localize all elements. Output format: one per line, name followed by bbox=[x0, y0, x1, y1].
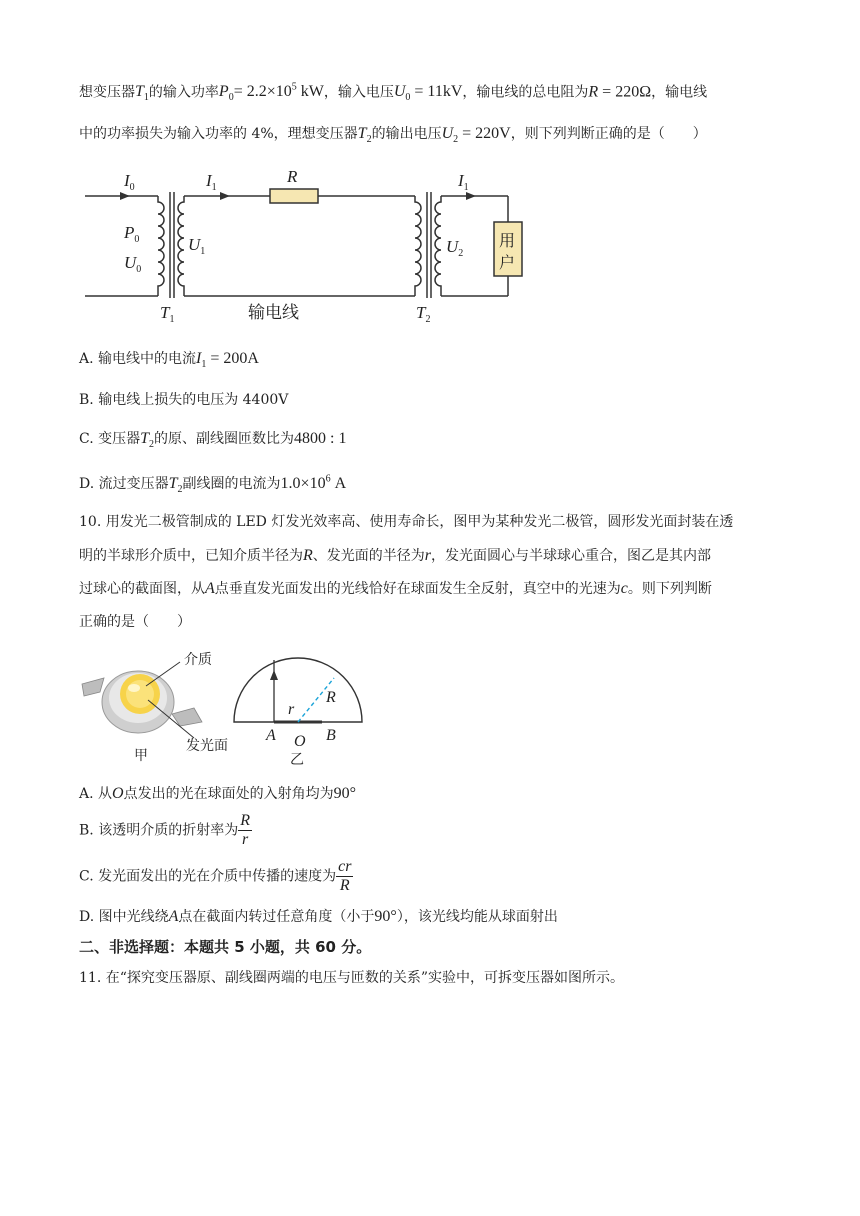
math-value: 90° bbox=[333, 785, 356, 802]
text: 的输出电压 bbox=[371, 126, 442, 142]
symbol-O: O bbox=[112, 785, 124, 802]
fraction bbox=[238, 812, 252, 849]
label-jia: 甲 bbox=[134, 748, 148, 764]
text: ，输电线 bbox=[651, 84, 708, 101]
svg-text:U0 bbox=[124, 253, 141, 275]
subscript: 2 bbox=[453, 134, 459, 146]
q10-option-c bbox=[79, 858, 353, 895]
label-P0: P bbox=[124, 223, 135, 242]
label-r: r bbox=[288, 701, 295, 718]
subscript: 2 bbox=[425, 314, 431, 325]
svg-text:I0 bbox=[123, 171, 135, 193]
svg-text:P0 bbox=[123, 223, 139, 245]
text: A. 从 bbox=[79, 786, 113, 802]
label-O: O bbox=[294, 733, 306, 750]
label-B: B bbox=[326, 727, 336, 744]
label-T1: T bbox=[160, 303, 170, 322]
label-I1-output: I bbox=[458, 171, 464, 190]
subscript: 1 bbox=[463, 182, 469, 193]
text: 副线圈的电流为 bbox=[182, 476, 281, 492]
symbol-I: I bbox=[196, 350, 202, 367]
text: 点垂直发光面发出的光线恰好在球面发生全反射，真空中的光速为 bbox=[214, 581, 621, 597]
svg-text:I1 bbox=[205, 171, 217, 193]
r-value: = 220Ω bbox=[598, 83, 652, 101]
symbol-T: T bbox=[140, 430, 150, 447]
user-label-2: 户 bbox=[499, 253, 516, 272]
symbol-T: T bbox=[135, 83, 144, 101]
label-U1: U bbox=[188, 235, 201, 254]
symbol-T: T bbox=[168, 475, 178, 492]
svg-text:T2 bbox=[416, 303, 430, 325]
subscript: 0 bbox=[134, 234, 140, 245]
subscript: 1 bbox=[211, 182, 217, 193]
q10-option-d bbox=[79, 906, 558, 926]
user-label-1: 用 bbox=[499, 231, 516, 250]
math-value: 1.0×10 bbox=[280, 475, 326, 492]
label-R: R bbox=[326, 689, 336, 706]
text: 的输入功率 bbox=[148, 84, 219, 101]
text: A. 输电线中的电流 bbox=[79, 351, 197, 367]
q9-line-2 bbox=[79, 123, 707, 151]
symbol-U: U bbox=[441, 125, 454, 142]
label-U0: U bbox=[124, 253, 137, 272]
unit: kW bbox=[296, 83, 324, 101]
svg-text:U2 bbox=[446, 237, 463, 259]
section-heading: 二、非选择题：本题共 5 小题，共 60 分。 bbox=[79, 938, 372, 956]
label-R: R bbox=[287, 167, 298, 186]
transmission-circuit-diagram bbox=[80, 160, 530, 330]
subscript: 1 bbox=[143, 92, 149, 104]
label-T2: T bbox=[416, 303, 426, 322]
text: 。则下列判断 bbox=[627, 581, 712, 597]
subscript: 1 bbox=[201, 359, 207, 371]
text: D. 图中光线绕 bbox=[79, 909, 169, 925]
svg-text:I1 bbox=[457, 171, 469, 193]
denominator: r bbox=[241, 831, 249, 848]
text: 10. 用发光二极管制成的 LED 灯发光效率高、使用寿命长，图甲为某种发光二极管，圆形发光面封装在透 bbox=[79, 514, 734, 530]
led-photo bbox=[82, 671, 202, 733]
label-I0: I bbox=[124, 171, 130, 190]
q9-option-a bbox=[79, 348, 259, 370]
svg-text:U1 bbox=[188, 235, 205, 257]
text: C. 发光面发出的光在介质中传播的速度为 bbox=[79, 868, 337, 885]
q9-option-d bbox=[79, 473, 346, 495]
symbol-A: A bbox=[205, 580, 215, 597]
exponent: 5 bbox=[291, 82, 297, 93]
text: 点在截面内转过任意角度（小于 bbox=[178, 909, 375, 925]
q9-line-1 bbox=[79, 77, 707, 110]
subscript: 2 bbox=[458, 248, 464, 259]
q11-line bbox=[79, 967, 624, 989]
text: C. 变压器 bbox=[79, 431, 141, 447]
denominator: R bbox=[339, 877, 350, 894]
symbol-T: T bbox=[357, 125, 367, 142]
subscript: 0 bbox=[136, 264, 142, 275]
subscript: 0 bbox=[405, 92, 411, 104]
text: ，则下列判断正确的是（ ） bbox=[510, 126, 707, 142]
numerator: R bbox=[240, 812, 250, 829]
text: ，输入电压 bbox=[323, 84, 394, 101]
subscript: 0 bbox=[129, 182, 135, 193]
subscript: 0 bbox=[228, 92, 234, 104]
text: 想变压器 bbox=[79, 84, 135, 101]
text: 正确的是（ ） bbox=[79, 614, 191, 630]
text: 点发出的光在球面处的入射角均为 bbox=[123, 786, 334, 802]
symbol-c: c bbox=[620, 580, 628, 597]
text: 11. 在“探究变压器原、副线圈两端的电压与匝数的关系”实验中，可拆变压器如图所示。 bbox=[79, 970, 625, 986]
subscript: 2 bbox=[177, 484, 183, 496]
q10-line-1 bbox=[79, 511, 733, 533]
subscript: 1 bbox=[169, 314, 175, 325]
u0-value: = 11kV bbox=[410, 83, 463, 101]
text: ，输电线的总电阻为 bbox=[462, 84, 589, 101]
led-figure bbox=[76, 644, 376, 770]
label-I1: I bbox=[206, 171, 212, 190]
symbol-U: U bbox=[393, 83, 406, 101]
transmission-line-label: 输电线 bbox=[248, 303, 299, 323]
q10-option-a bbox=[79, 783, 356, 803]
label-medium: 介质 bbox=[184, 652, 212, 668]
label-emitting-surface: 发光面 bbox=[186, 738, 228, 754]
text: 的原、副线圈匝数比为 bbox=[154, 431, 295, 447]
cross-section-diagram bbox=[234, 658, 362, 722]
symbol-A: A bbox=[168, 908, 179, 925]
unit: A bbox=[330, 475, 347, 492]
q10-line-3 bbox=[79, 578, 712, 600]
u2-value: = 220V bbox=[458, 125, 511, 142]
symbol-R: R bbox=[588, 83, 599, 101]
numerator: cr bbox=[338, 858, 352, 875]
text: B. 输电线上损失的电压为 4400V bbox=[79, 392, 289, 408]
text: ），该光线均能从球面射出 bbox=[396, 909, 558, 925]
text: 过球心的截面图，从 bbox=[79, 581, 205, 597]
resistor bbox=[270, 189, 318, 203]
subscript: 2 bbox=[366, 134, 372, 146]
text: D. 流过变压器 bbox=[79, 476, 169, 492]
math-value: 4800 : 1 bbox=[294, 430, 347, 447]
q9-option-c bbox=[79, 428, 346, 450]
q10-line-4 bbox=[79, 611, 191, 633]
fraction bbox=[336, 858, 353, 895]
symbol-r: r bbox=[424, 547, 432, 564]
subscript: 1 bbox=[200, 246, 206, 257]
text: 、发光面的半径为 bbox=[312, 548, 425, 564]
symbol-R: R bbox=[303, 547, 313, 564]
subscript: 2 bbox=[149, 439, 155, 451]
label-yi: 乙 bbox=[290, 752, 304, 768]
math-value: = 200A bbox=[206, 350, 259, 367]
text: 中的功率损失为输入功率的 4%，理想变压器 bbox=[79, 126, 358, 142]
label-U2: U bbox=[446, 237, 459, 256]
text: B. 该透明介质的折射率为 bbox=[79, 822, 239, 839]
text: 明的半球形介质中，已知介质半径为 bbox=[79, 548, 303, 564]
label-A: A bbox=[266, 727, 276, 744]
p0-value: = 2.2×10 bbox=[233, 83, 292, 101]
svg-text:T1 bbox=[160, 303, 174, 325]
text: ，发光面圆心与半球球心重合，图乙是其内部 bbox=[431, 548, 712, 564]
symbol-P: P bbox=[218, 83, 229, 101]
q10-line-2 bbox=[79, 545, 711, 567]
exponent: 6 bbox=[325, 473, 331, 485]
math-value: 90° bbox=[374, 908, 397, 925]
q10-option-b bbox=[79, 812, 252, 849]
q9-option-b bbox=[79, 389, 288, 409]
